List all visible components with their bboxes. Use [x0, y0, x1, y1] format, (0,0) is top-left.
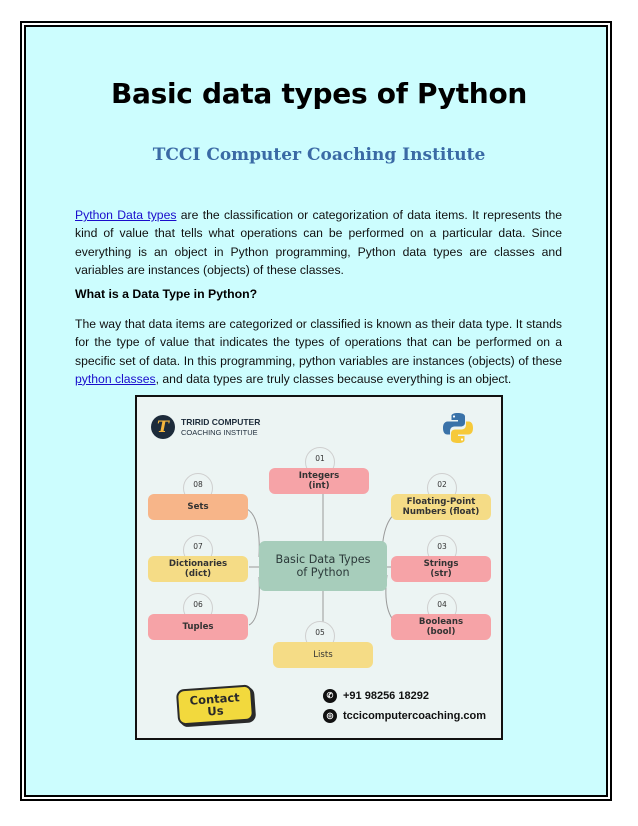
answer-text-before: The way that data items are categorized or classified is known as their data type. It stands for the type of value that indicates the types of operations that can be performed on a specific set of data. In this programming, python variables are instances (objects) of these: [75, 317, 562, 368]
website-row: [323, 709, 486, 723]
answer-paragraph: [75, 315, 562, 388]
node-number-08: 08: [183, 473, 213, 503]
node-number-04: 04: [427, 593, 457, 623]
globe-icon: ◎: [323, 709, 337, 723]
node-lists: Lists: [273, 642, 373, 668]
node-integers: Integers (int): [269, 468, 369, 494]
node-number-05: 05: [305, 621, 335, 651]
node-booleans: Booleans (bool): [391, 614, 491, 640]
node-number-02: 02: [427, 473, 457, 503]
node-float: Floating-Point Numbers (float): [391, 494, 491, 520]
node-strings: Strings (str): [391, 556, 491, 582]
node-number-01: 01: [305, 447, 335, 477]
node-number-03: 03: [427, 535, 457, 565]
python-data-types-link[interactable]: Python Data types: [75, 208, 177, 222]
infographic: [135, 395, 503, 740]
answer-text-after: , and data types are truly classes because everything is an object.: [155, 371, 512, 386]
contact-us-badge[interactable]: [176, 684, 254, 725]
contact-us-label: Contact Us: [189, 690, 241, 719]
logo-line1: TRIRID COMPUTER: [181, 417, 261, 427]
center-title-box: [259, 541, 387, 591]
python-classes-link[interactable]: python classes: [75, 371, 156, 386]
website-url[interactable]: tccicomputercoaching.com: [343, 710, 487, 722]
section-heading: What is a Data Type in Python?: [75, 287, 258, 301]
node-number-06: 06: [183, 593, 213, 623]
page-subtitle: TCCI Computer Coaching Institute: [152, 145, 486, 165]
page-title: Basic data types of Python: [110, 77, 528, 110]
logo-line2: COACHING INSTITUE: [181, 428, 258, 437]
tririd-logo: [151, 415, 281, 441]
phone-number: +91 98256 18292: [343, 690, 429, 702]
node-sets: Sets: [148, 494, 248, 520]
intro-text: are the classification or categorization of data items. It represents the kind of value that tells what operations can be performed on a particular data. Since everything is an object in Python programming, Python data types are classes and variables are instances (objects) of these classes.: [75, 208, 562, 277]
node-dictionaries: Dictionaries (dict): [148, 556, 248, 582]
node-tuples: Tuples: [148, 614, 248, 640]
phone-row: [323, 689, 429, 703]
intro-paragraph: [75, 206, 562, 279]
node-number-07: 07: [183, 535, 213, 565]
logo-mark: T: [151, 415, 175, 439]
center-title: Basic Data Types of Python: [275, 553, 371, 579]
python-logo-icon: [441, 411, 475, 445]
phone-icon: ✆: [323, 689, 337, 703]
